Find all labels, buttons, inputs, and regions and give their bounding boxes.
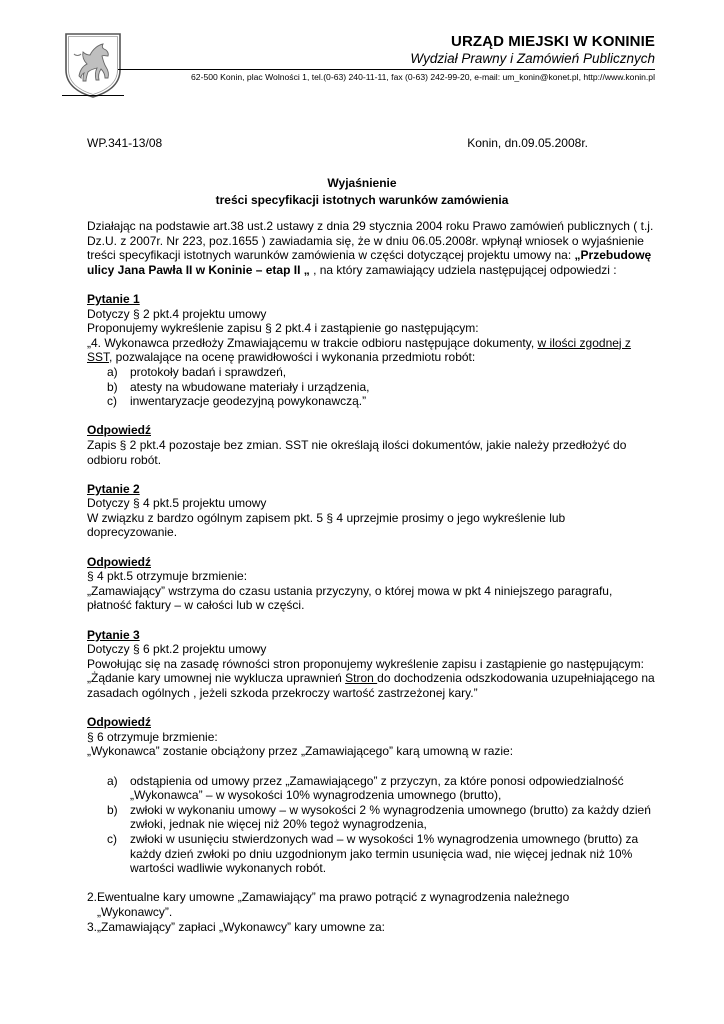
answer-3-list bbox=[87, 774, 657, 876]
office-name: URZĄD MIEJSKI W KONINIE bbox=[451, 33, 655, 50]
question-2-line-2: W związku z bardzo ogólnym zapisem pkt. 5 § 4 uprzejmie prosimy o jego wykreślenie lub doprecyzowanie. bbox=[87, 510, 566, 540]
question-1-quote: „4. Wykonawca przedłoży Zmawiającemu w trakcie odbioru następujące dokumenty, w ilości zgodnej z SST, pozwalające na ocenę prawidłowości i wykonania przedmiotu robót: bbox=[87, 335, 631, 365]
question-1-line-1: Dotyczy § 2 pkt.4 projektu umowy bbox=[87, 306, 267, 321]
answer-3-line-1: § 6 otrzymuje brzmienie: bbox=[87, 729, 218, 744]
place-date: Konin, dn.09.05.2008r. bbox=[467, 136, 588, 150]
question-1-heading: Pytanie 1 bbox=[87, 291, 140, 306]
reference-number: WP.341-13/08 bbox=[87, 136, 163, 150]
question-3-line-1: Dotyczy § 6 pkt.2 projektu umowy bbox=[87, 642, 267, 657]
intro-paragraph: Działając na podstawie art.38 ust.2 ustawy z dnia 29 stycznia 2004 roku Prawo zamówień publicznych ( t.j. Dz.U. z 2007r. Nr 223, poz.1655 ) zawiadamia się, że w dniu 06.05.2008r. wpłynął wniosek o wyjaśnienie treści specyfikacji istotnych warunków zamówienia w części dotyczącej projektu umowy na: „Przebudowę ulicy Jana Pawła II w Koninie – etap II „ , na który zamawiający udziela następującej odpowiedzi : bbox=[87, 219, 654, 277]
document-body bbox=[87, 219, 657, 934]
point-3: 3.„Zamawiający” zapłaci „Wykonawcy” kary umowne za: bbox=[87, 919, 385, 934]
project-name: „Przebudowę ulicy Jana Pawła II w Koninie – etap II „ bbox=[87, 248, 652, 277]
answer-1-heading: Odpowiedź bbox=[87, 423, 151, 438]
answer-2-heading: Odpowiedź bbox=[87, 554, 151, 569]
question-3-heading: Pytanie 3 bbox=[87, 627, 140, 642]
answer-3-heading: Odpowiedź bbox=[87, 715, 151, 730]
point-2-line-2: „Wykonawcy”. bbox=[97, 904, 173, 919]
title-line-1: Wyjaśnienie bbox=[327, 176, 397, 190]
question-3-quote: „Żądanie kary umownej nie wyklucza uprawnień Stron do dochodzenia odszkodowania uzupełniającego na zasadach ogólnych , jeżeli szkoda przekroczy wartość zastrzeżonej kary.” bbox=[87, 671, 655, 700]
department-name: Wydział Prawny i Zamówień Publicznych bbox=[410, 51, 655, 66]
question-1-line-2: Proponujemy wykreślenie zapisu § 2 pkt.4 i zastąpienie go następującym: bbox=[87, 321, 479, 336]
question-2-heading: Pytanie 2 bbox=[87, 481, 140, 496]
answer-2-line-2: „Zamawiający” wstrzyma do czasu ustania przyczyny, o której mowa w pkt 4 niniejszego paragrafu, płatność faktury – w całości lub w części. bbox=[87, 583, 613, 613]
list-item: a) protokoły badań i sprawdzeń, bbox=[107, 364, 287, 379]
list-item: b) atesty na wbudowane materiały i urządzenia, bbox=[107, 379, 370, 394]
answer-3-line-2: „Wykonawca” zostanie obciążony przez „Zamawiającego” karą umowną w razie: bbox=[87, 744, 514, 759]
question-2-line-1: Dotyczy § 4 pkt.5 projektu umowy bbox=[87, 496, 267, 511]
title-line-2: treści specyfikacji istotnych warunków zamówienia bbox=[215, 193, 509, 207]
answer-2-line-1: § 4 pkt.5 otrzymuje brzmienie: bbox=[87, 569, 248, 584]
document-title bbox=[60, 175, 664, 209]
list-item: c) zwłoki w usunięciu stwierdzonych wad – w wysokości 1% wynagrodzenia umownego (brutto) za każdy dzień zwłoki po dniu uzgodnionym jako termin usunięcia wad, nie więcej jednak niż 10% wartości wadliwie wykonanych robót. bbox=[107, 831, 639, 876]
list-item: a) odstąpienia od umowy przez „Zamawiającego” z przyczyn, za które ponosi odpowiedzialność „Wykonawca” – w wysokości 10% wynagrodzenia umownego (brutto), bbox=[107, 773, 624, 803]
question-3-line-2: Powołując się na zasadę równości stron proponujemy wykreślenie zapisu i zastąpienie go następującym: bbox=[87, 656, 644, 671]
contact-info: 62-500 Konin, plac Wolności 1, tel.(0-63) 240-11-11, fax (0-63) 242-99-20, e-mail: um_konin@konet.pl, http://www.konin.pl bbox=[191, 72, 655, 82]
point-2-line-1: 2.Ewentualne kary umowne „Zamawiający” ma prawo potrącić z wynagrodzenia należnego bbox=[87, 890, 570, 905]
answer-1-text: Zapis § 2 pkt.4 pozostaje bez zmian. SST nie określają ilości dokumentów, jakie należy przedłożyć do odbioru robót. bbox=[87, 437, 627, 467]
konin-crest-horse-icon bbox=[62, 30, 124, 100]
list-item: b) zwłoki w wykonaniu umowy – w wysokości 2 % wynagrodzenia umownego (brutto) za każdy dzień zwłoki, jednak nie więcej niż 20% tegoż wynagrodzenia, bbox=[107, 802, 651, 832]
list-item: c) inwentaryzacje geodezyjną powykonawczą.” bbox=[107, 394, 367, 409]
crest-underline bbox=[62, 95, 124, 96]
header-divider bbox=[118, 69, 655, 70]
question-1-list bbox=[87, 365, 657, 409]
